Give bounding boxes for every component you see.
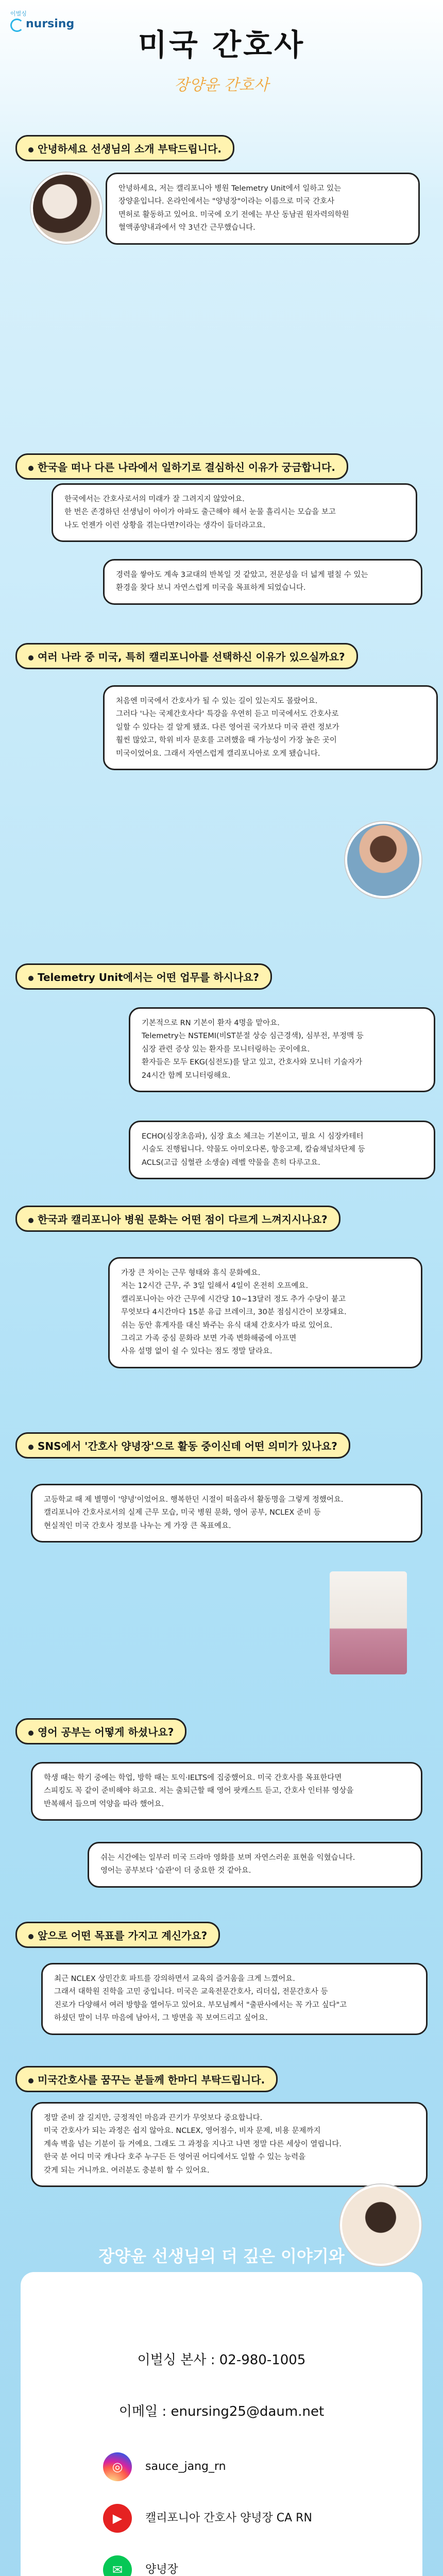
answer-2b: 경력을 쌓아도 계속 3교대의 반복일 것 같았고, 전문성을 더 넓게 펼칠 수 있는 환경을 찾다 보니 자연스럽게 미국을 목표하게 되었습니다. [103, 559, 422, 605]
answer-6: 고등학교 때 제 별명이 '양녕'이었어요. 행복한던 시절이 떠올라서 활동명을 그렇게 정했어요. 캘리포니아 간호사로서의 실제 근무 모습, 미국 병원 문화, 영어 공부, NCLEX 준비 등 현실적인 미국 간호사 정보를 나누는 게 가장 큰 목표예요. [31, 1484, 422, 1543]
contact-heading: 장양윤 선생님의 더 깊은 이야기와 연락 방법이 궁금하다면? [98, 2246, 345, 2291]
youtube-link[interactable] [103, 2504, 312, 2533]
question-7: 영어 공부는 어떻게 하셨나요? [15, 1718, 186, 1744]
line-icon: ✉ [103, 2555, 132, 2576]
contact-phone[interactable]: 이벌싱 본사 : 02-980-1005 [137, 2352, 306, 2368]
line-handle: 양녕장 [145, 2563, 178, 2576]
contact-email[interactable]: 이메일 : enursing25@daum.net [118, 2404, 325, 2419]
page-subtitle: 장양윤 간호사 [174, 76, 269, 94]
bullet-icon [28, 976, 33, 981]
avatar [31, 173, 102, 244]
bullet-icon [28, 1445, 33, 1450]
logo-english: nursing [26, 18, 75, 30]
profile-photo [330, 1571, 407, 1674]
bullet-icon [28, 1218, 33, 1223]
bullet-icon [28, 1934, 33, 1939]
bullet-icon [28, 2078, 33, 2083]
answer-5: 가장 큰 차이는 근무 형태와 휴식 문화예요. 저는 12시간 근무, 주 3일 일해서 4일이 온전히 오프예요. 캘리포니아는 아간 근무에 시간당 10~13달러 정도 추가 수당이 붙고 무엇보다 4시간마다 15분 유급 브레이크, 30분 점심시간이 보장돼요. 쉬는 동안 휴게자를 대신 봐주는 유식 대체 간호사가 따로 있어요. 그리고 가족 중심 문화라 보면 가족 변화해줌에 아프면 사유 설명 없이 쉴 수 있다는 점도 정말 달라요. [108, 1257, 422, 1368]
question-6: SNS에서 '간호사 양녕장'으로 활동 중이신데 어떤 의미가 있나요? [15, 1432, 350, 1459]
youtube-channel: 캘리포니아 간호사 양녕장 CA RN [145, 2512, 312, 2524]
question-1: 안녕하세요 선생님의 소개 부탁드립니다. [15, 135, 234, 161]
answer-7b: 쉬는 시간에는 일부러 미국 드라마 영화를 보며 자연스러운 표현을 익혔습니다. 영어는 공부보다 '습관'이 더 중요한 것 같아요. [88, 1842, 422, 1888]
answer-8: 최근 NCLEX 상민간호 파트를 강의하면서 교육의 즐거움을 크게 느꼈어요. 그래서 대학원 진학을 고민 중입니다. 미국은 교육전문간호사, 리더십, 전문간호사 등 진로가 다양해서 여러 방향을 열어두고 있어요. 부모님께서 "출판사에서는 꼭 가고 싶다"고 하셨던 말이 너무 마음에 남아서, 그 방면을 꼭 보여드리고 싶어요. [41, 1963, 428, 2035]
instagram-handle: sauce_jang_rn [145, 2460, 226, 2473]
question-2: 한국을 떠나 다른 나라에서 일하기로 결심하신 이유가 궁금합니다. [15, 453, 348, 480]
answer-7: 학생 때는 학기 중에는 학업, 방학 때는 토익·IELTS에 집중했어요. 미국 간호사를 목표한다면 스피킹도 꼭 같이 준비해야 하고요. 저는 출퇴근할 때 영어 팟캐스트 듣고, 간호사 인터뷰 영상을 반복해서 들으며 억양을 따라 했어요. [31, 1762, 422, 1821]
avatar [345, 822, 421, 898]
bullet-icon [28, 1731, 33, 1736]
answer-4b: ECHO(심장초음파), 심장 효소 체크는 기본이고, 필요 시 심장카테터 시술도 진행됩니다. 약물도 아미오다론, 항응고제, 칼슘채널차단제 등 ACLS(고급 심혈관 소생술) 레벨 약물을 흔히 다루고요. [129, 1121, 435, 1179]
question-5: 한국과 캘리포니아 병원 문화는 어떤 점이 다르게 느껴지시나요? [15, 1206, 340, 1232]
answer-3: 처음엔 미국에서 간호사가 될 수 있는 길이 있는지도 몰랐어요. 그러다 '나는 국제간호사다' 특강을 우연히 듣고 미국에서도 간호사로 일할 수 있다는 걸 알게 됐죠. 다른 영어권 국가보다 미국 관련 정보가 훨씬 많았고, 학위 비자 문호를 고려했을 때 가능성이 가장 높은 곳이 미국이었어요. 그래서 자연스럽게 캘리포니아로 오게 됐습니다. [103, 685, 438, 770]
line-link[interactable] [103, 2555, 178, 2576]
question-9: 미국간호사를 꿈꾸는 분들께 한마디 부탁드립니다. [15, 2066, 278, 2092]
answer-1: 안녕하세요, 저는 캘리포니아 병원 Telemetry Unit에서 일하고 있는 장양윤입니다. 온라인에서는 "양녕장"이라는 이름으로 미국 간호사 면허로 활동하고 있어요. 미국에 오기 전에는 부산 동남권 원자력의학원 혈액종양내과에서 약 3년간 근무했습니다. [106, 173, 420, 245]
logo-korean: 이벌싱 [10, 10, 27, 17]
bullet-icon [28, 147, 33, 152]
answer-2: 한국에서는 간호사로서의 미래가 잘 그려지지 않았어요. 한 번은 존경하던 선생님이 아이가 아파도 출근해야 해서 눈물 흘리시는 모습을 보고 나도 언젠가 이런 상황을 겪는다면?이라는 생각이 들더라고요. [52, 483, 417, 542]
instagram-link[interactable] [103, 2452, 226, 2481]
instagram-icon: ◎ [103, 2452, 132, 2481]
page-title: 미국 간호사 [138, 27, 305, 62]
bullet-icon [28, 655, 33, 660]
bullet-icon [28, 466, 33, 471]
question-3: 여러 나라 중 미국, 특히 캘리포니아를 선택하신 이유가 있으실까요? [15, 643, 358, 669]
answer-4: 기본적으로 RN 기본이 환자 4명을 맡아요. Telemetry는 NSTEMI(비ST분절 상승 심근경색), 심부전, 부정맥 등 심장 관련 증상 있는 환자를 모니터링하는 곳이에요. 환자들은 모두 EKG(심전도)를 달고 있고, 간호사와 모니터 기술자가 24시간 함께 모니터링해요. [129, 1007, 435, 1092]
youtube-icon: ▶ [103, 2504, 132, 2533]
question-4: Telemetry Unit에서는 어떤 업무를 하시나요? [15, 963, 272, 990]
question-8: 앞으로 어떤 목표를 가지고 계신가요? [15, 1922, 220, 1948]
answer-9: 정말 준비 잘 길지만, 긍정적인 마음과 끈기가 무엇보다 중요합니다. 미국 간호사가 되는 과정은 쉽지 않아요. NCLEX, 영어점수, 비자 문제, 비용 문제까지 계속 벽을 넘는 기분이 들 거예요. 그래도 그 과정을 지나고 나면 정말 다른 세상이 열립니다. 한국 분 어디 미국 캐나다 호주 누구든 든 영어권 어디에서도 일할 수 있는 능력을 갖게 되는 거니까요. 여러분도 충분히 할 수 있어요. [31, 2102, 428, 2187]
